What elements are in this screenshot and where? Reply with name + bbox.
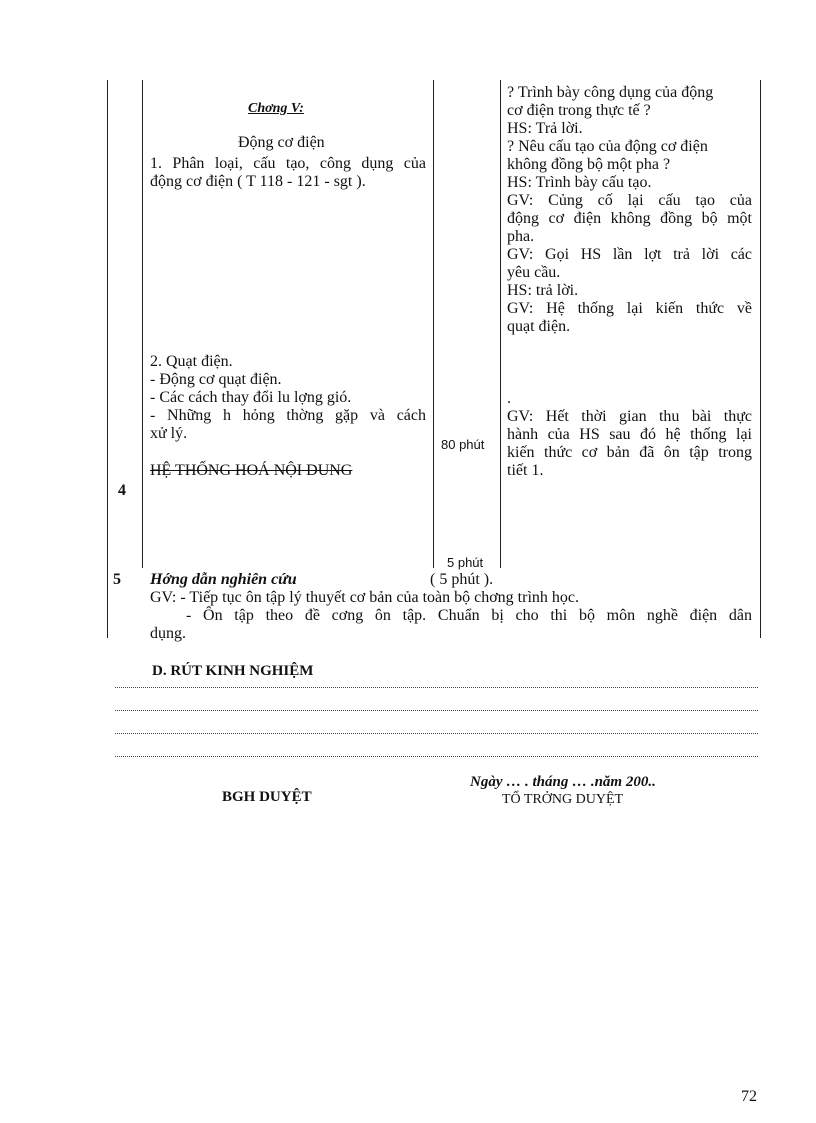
activity-line: quạt điện.: [507, 318, 571, 335]
item1-line2: động cơ điện ( T 118 - 121 - sgt ).: [150, 173, 366, 190]
time-5: 5 phút: [447, 555, 484, 570]
activity-line: HS: trả lời.: [507, 282, 579, 299]
activity-line: tiết 1.: [507, 462, 544, 479]
activity-line: HS: Trình bày cấu tạo.: [507, 174, 652, 191]
item1-line1: 1. Phân loại, cấu tạo, công dụng của: [150, 155, 426, 172]
activity-line: cơ điện trong thực tế ?: [507, 102, 651, 119]
activity-line: kiến thức cơ bản đã ôn tập trong: [507, 444, 752, 461]
table-col-divider-2: [433, 80, 434, 568]
activity-line: .: [507, 390, 511, 407]
time-80: 80 phút: [441, 437, 485, 452]
activity-line: không đồng bộ một pha ?: [507, 156, 671, 173]
page-number: 72: [741, 1088, 757, 1105]
item2-line: - Các cách thay đổi lu lợng gió.: [150, 389, 352, 406]
activity-line: ? Nêu cấu tạo của động cơ điện: [507, 138, 708, 155]
activity-line: GV: Hệ thống lại kiến thức về: [507, 300, 752, 317]
row5-heading: Hớng dẫn nghiên cứu: [150, 571, 297, 588]
table-col-divider-1: [142, 80, 143, 568]
table-col-divider-3: [500, 80, 501, 568]
dotted-line: [115, 687, 758, 688]
item2-line: - Động cơ quạt điện.: [150, 371, 282, 388]
item2-line: xử lý.: [150, 425, 188, 442]
item2-line: - Những h hỏng thờng gặp và cách: [150, 407, 426, 424]
chapter-subtitle: Động cơ điện: [238, 134, 325, 151]
row5-line: dụng.: [150, 625, 186, 642]
item2-title: 2. Quạt điện.: [150, 353, 233, 370]
summary-heading: HỆ THỐNG HOÁ NỘI DUNG: [150, 462, 353, 479]
activity-line: động cơ điện không đồng bộ một: [507, 210, 752, 227]
row-number-4: 4: [118, 482, 126, 499]
activity-line: hành của HS sau đó hệ thống lại: [507, 426, 752, 443]
row5-line: GV: - Tiếp tục ôn tập lý thuyết cơ bản của toàn bộ chơng trình học.: [150, 589, 579, 606]
activity-line: HS: Trả lời.: [507, 120, 583, 137]
dotted-line: [115, 733, 758, 734]
activity-line: GV: Gọi HS lần lợt trả lời các: [507, 246, 752, 263]
row-number-5: 5: [113, 571, 121, 588]
signature-left: BGH DUYỆT: [222, 789, 312, 805]
row5-heading-time: ( 5 phút ).: [430, 571, 494, 588]
activity-line: yêu cầu.: [507, 264, 561, 281]
chapter-title: Chơng V:: [248, 101, 304, 116]
signature-date: Ngày … . tháng … .năm 200..: [470, 774, 656, 790]
table-right-border: [760, 80, 761, 638]
table-left-border: [107, 80, 108, 638]
experience-heading: D. RÚT KINH NGHIỆM: [152, 663, 314, 679]
activity-line: GV: Hết thời gian thu bài thực: [507, 408, 752, 425]
activity-line: ? Trình bày công dụng của động: [507, 84, 714, 101]
dotted-line: [115, 710, 758, 711]
dotted-line: [115, 756, 758, 757]
row5-line: - Ôn tập theo đề cơng ôn tập. Chuẩn bị cho thi bộ môn nghề điện dân: [186, 607, 752, 624]
activity-line: pha.: [507, 228, 535, 245]
signature-right: TỔ TRỞNG DUYỆT: [502, 792, 624, 807]
activity-line: GV: Củng cố lại cấu tạo của: [507, 192, 752, 209]
